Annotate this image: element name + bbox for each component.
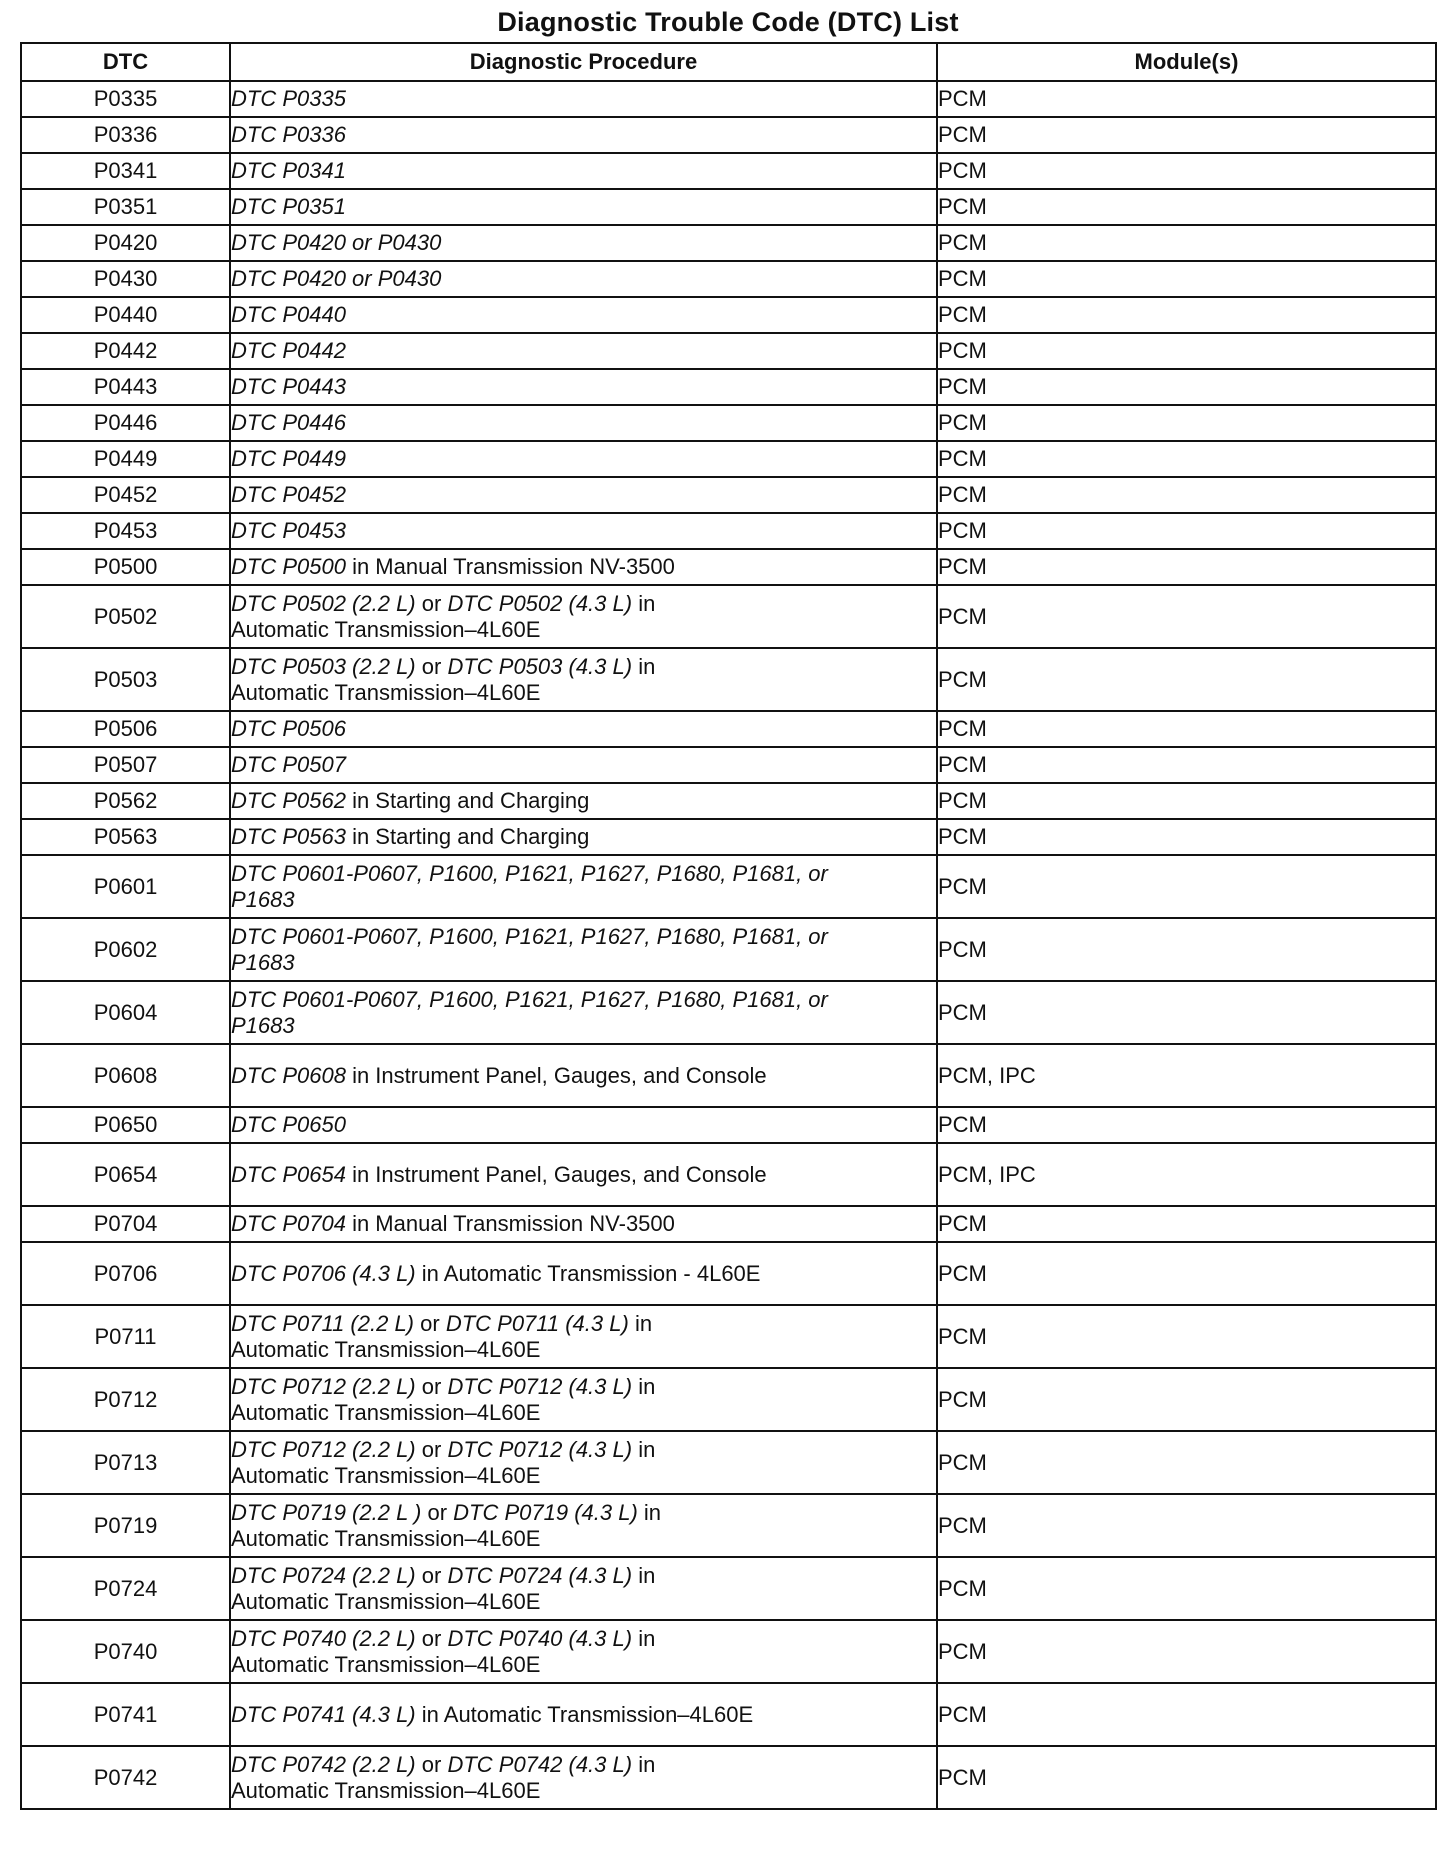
procedure-text xyxy=(231,158,346,183)
procedure-plain-text: in Automatic Transmission–4L60E xyxy=(231,1625,656,1677)
procedure-link-text: DTC P0351 xyxy=(231,194,346,219)
procedure-plain-text: in Manual Transmission NV-3500 xyxy=(345,554,675,579)
procedure-link-text: DTC P0742 (2.2 L) xyxy=(231,1751,416,1777)
procedure-text xyxy=(231,716,346,741)
dtc-code: P0706 xyxy=(21,1242,230,1305)
procedure-link-text: DTC P0742 (4.3 L) xyxy=(447,1751,633,1777)
dtc-code: P0503 xyxy=(21,648,230,711)
procedure-plain-text: or xyxy=(414,1310,446,1336)
table-row xyxy=(21,855,1436,918)
header-dtc: DTC xyxy=(21,43,230,81)
procedure-text xyxy=(231,266,441,291)
procedure-text xyxy=(231,924,828,975)
procedure-link-text: DTC P0711 (4.3 L) xyxy=(445,1310,629,1336)
procedure-text xyxy=(231,122,346,147)
diagnostic-procedure xyxy=(230,1242,937,1305)
procedure-text xyxy=(231,1112,346,1137)
module-list: PCM xyxy=(937,1683,1436,1746)
dtc-code: P0335 xyxy=(21,81,230,117)
diagnostic-procedure xyxy=(230,261,937,297)
procedure-link-text: DTC P0704 xyxy=(231,1211,346,1236)
diagnostic-procedure xyxy=(230,81,937,117)
procedure-plain-text: or xyxy=(415,1373,448,1399)
diagnostic-procedure xyxy=(230,333,937,369)
procedure-plain-text: in Automatic Transmission–4L60E xyxy=(231,1499,662,1551)
procedure-text xyxy=(231,1752,655,1803)
table-row xyxy=(21,747,1436,783)
procedure-plain-text: in Instrument Panel, Gauges, and Console xyxy=(345,1161,767,1187)
dtc-code: P0452 xyxy=(21,477,230,513)
procedure-text xyxy=(231,752,346,777)
header-modules: Module(s) xyxy=(937,43,1436,81)
module-list: PCM xyxy=(937,225,1436,261)
diagnostic-procedure xyxy=(230,648,937,711)
procedure-link-text: DTC P0601-P0607, P1600, P1621, P1627, P1680, P1681, or P1683 xyxy=(231,860,828,912)
dtc-code: P0740 xyxy=(21,1620,230,1683)
procedure-text xyxy=(231,591,655,642)
procedure-link-text: DTC P0500 xyxy=(231,554,346,579)
procedure-plain-text: in Automatic Transmission–4L60E xyxy=(231,1436,656,1488)
module-list: PCM xyxy=(937,1494,1436,1557)
procedure-text xyxy=(231,410,346,435)
procedure-text xyxy=(231,338,346,363)
dtc-code: P0712 xyxy=(21,1368,230,1431)
module-list: PCM xyxy=(937,441,1436,477)
procedure-text xyxy=(231,1563,655,1614)
module-list: PCM xyxy=(937,585,1436,648)
procedure-link-text: DTC P0712 (2.2 L) xyxy=(231,1373,416,1399)
table-row xyxy=(21,1044,1436,1107)
procedure-link-text: DTC P0440 xyxy=(231,302,346,327)
module-list: PCM xyxy=(937,549,1436,585)
diagnostic-procedure xyxy=(230,441,937,477)
procedure-text xyxy=(231,482,346,507)
procedure-link-text: DTC P0650 xyxy=(231,1112,346,1137)
module-list: PCM xyxy=(937,1620,1436,1683)
procedure-link-text: DTC P0442 xyxy=(231,338,346,363)
dtc-code: P0420 xyxy=(21,225,230,261)
procedure-link-text: DTC P0453 xyxy=(231,518,346,543)
procedure-text xyxy=(231,86,346,111)
procedure-link-text: DTC P0503 (2.2 L) xyxy=(231,653,416,679)
dtc-code: P0741 xyxy=(21,1683,230,1746)
table-row xyxy=(21,1620,1436,1683)
table-row xyxy=(21,783,1436,819)
module-list: PCM xyxy=(937,855,1436,918)
table-body xyxy=(21,81,1436,1809)
procedure-text xyxy=(231,1500,661,1551)
module-list: PCM xyxy=(937,369,1436,405)
diagnostic-procedure xyxy=(230,225,937,261)
table-row xyxy=(21,1305,1436,1368)
dtc-code: P0442 xyxy=(21,333,230,369)
dtc-code: P0351 xyxy=(21,189,230,225)
diagnostic-procedure xyxy=(230,1620,937,1683)
table-row xyxy=(21,1242,1436,1305)
dtc-code: P0742 xyxy=(21,1746,230,1809)
dtc-code: P0562 xyxy=(21,783,230,819)
procedure-link-text: DTC P0608 xyxy=(231,1062,346,1088)
module-list: PCM xyxy=(937,405,1436,441)
procedure-text xyxy=(231,554,675,579)
module-list: PCM xyxy=(937,648,1436,711)
procedure-link-text: DTC P0452 xyxy=(231,482,346,507)
procedure-text xyxy=(231,1374,655,1425)
diagnostic-procedure xyxy=(230,783,937,819)
dtc-table xyxy=(20,42,1437,1810)
procedure-text xyxy=(231,302,346,327)
module-list: PCM xyxy=(937,261,1436,297)
dtc-code: P0440 xyxy=(21,297,230,333)
table-row xyxy=(21,1557,1436,1620)
dtc-code: P0430 xyxy=(21,261,230,297)
dtc-code: P0506 xyxy=(21,711,230,747)
procedure-plain-text: or xyxy=(415,590,448,616)
dtc-code: P0704 xyxy=(21,1206,230,1242)
diagnostic-procedure xyxy=(230,189,937,225)
module-list: PCM xyxy=(937,711,1436,747)
procedure-link-text: DTC P0724 (2.2 L) xyxy=(231,1562,416,1588)
table-row xyxy=(21,1683,1436,1746)
dtc-code: P0719 xyxy=(21,1494,230,1557)
module-list: PCM xyxy=(937,1107,1436,1143)
module-list: PCM xyxy=(937,297,1436,333)
procedure-link-text: DTC P0335 xyxy=(231,86,346,111)
diagnostic-procedure xyxy=(230,819,937,855)
procedure-link-text: DTC P0719 (4.3 L) xyxy=(453,1499,638,1525)
table-row xyxy=(21,1107,1436,1143)
procedure-link-text: DTC P0719 (2.2 L ) xyxy=(231,1499,422,1525)
module-list: PCM xyxy=(937,747,1436,783)
diagnostic-procedure xyxy=(230,1431,937,1494)
procedure-link-text: DTC P0563 xyxy=(231,824,346,849)
module-list: PCM xyxy=(937,783,1436,819)
table-row xyxy=(21,441,1436,477)
diagnostic-procedure xyxy=(230,981,937,1044)
dtc-code: P0449 xyxy=(21,441,230,477)
table-row xyxy=(21,1431,1436,1494)
dtc-code: P0443 xyxy=(21,369,230,405)
diagnostic-procedure xyxy=(230,855,937,918)
procedure-link-text: DTC P0706 (4.3 L) xyxy=(231,1260,416,1286)
procedure-link-text: DTC P0503 (4.3 L) xyxy=(447,653,633,679)
table-row xyxy=(21,225,1436,261)
diagnostic-procedure xyxy=(230,918,937,981)
procedure-plain-text: in Automatic Transmission–4L60E xyxy=(231,1310,653,1362)
procedure-plain-text: or xyxy=(421,1499,454,1525)
dtc-code: P0602 xyxy=(21,918,230,981)
procedure-link-text: DTC P0740 (2.2 L) xyxy=(231,1625,416,1651)
module-list: PCM xyxy=(937,1242,1436,1305)
diagnostic-procedure xyxy=(230,1494,937,1557)
dtc-code: P0341 xyxy=(21,153,230,189)
table-row xyxy=(21,297,1436,333)
dtc-code: P0336 xyxy=(21,117,230,153)
procedure-link-text: DTC P0601-P0607, P1600, P1621, P1627, P1680, P1681, or P1683 xyxy=(231,923,828,975)
diagnostic-procedure xyxy=(230,549,937,585)
procedure-link-text: DTC P0502 (2.2 L) xyxy=(231,590,416,616)
table-row xyxy=(21,711,1436,747)
table-header xyxy=(21,43,1436,81)
procedure-link-text: DTC P0446 xyxy=(231,410,346,435)
procedure-link-text: DTC P0711 (2.2 L) xyxy=(231,1310,415,1336)
procedure-plain-text: in Automatic Transmission–4L60E xyxy=(415,1701,754,1727)
table-row xyxy=(21,369,1436,405)
procedure-text xyxy=(231,1626,655,1677)
module-list: PCM xyxy=(937,918,1436,981)
procedure-text xyxy=(231,1063,767,1088)
procedure-text xyxy=(231,1437,655,1488)
table-row xyxy=(21,333,1436,369)
diagnostic-procedure xyxy=(230,297,937,333)
diagnostic-procedure xyxy=(230,1206,937,1242)
procedure-link-text: DTC P0341 xyxy=(231,158,346,183)
procedure-text xyxy=(231,1261,760,1286)
procedure-plain-text: in Automatic Transmission–4L60E xyxy=(231,1373,656,1425)
procedure-link-text: DTC P0654 xyxy=(231,1161,346,1187)
procedure-plain-text: or xyxy=(415,1625,448,1651)
procedure-link-text: DTC P0443 xyxy=(231,374,346,399)
diagnostic-procedure xyxy=(230,513,937,549)
dtc-code: P0601 xyxy=(21,855,230,918)
diagnostic-procedure xyxy=(230,405,937,441)
diagnostic-procedure xyxy=(230,1683,937,1746)
dtc-code: P0563 xyxy=(21,819,230,855)
procedure-plain-text: in Automatic Transmission–4L60E xyxy=(231,1751,656,1803)
procedure-text xyxy=(231,1702,753,1727)
procedure-text xyxy=(231,788,589,813)
procedure-link-text: DTC P0740 (4.3 L) xyxy=(447,1625,633,1651)
module-list: PCM xyxy=(937,189,1436,225)
table-row xyxy=(21,1143,1436,1206)
procedure-plain-text: in Automatic Transmission - 4L60E xyxy=(415,1260,761,1286)
procedure-plain-text: in Starting and Charging xyxy=(345,824,590,849)
module-list: PCM xyxy=(937,153,1436,189)
table-row xyxy=(21,189,1436,225)
procedure-plain-text: in Automatic Transmission–4L60E xyxy=(231,1562,656,1614)
procedure-link-text: DTC P0449 xyxy=(231,446,346,471)
procedure-link-text: DTC P0420 or P0430 xyxy=(231,230,442,255)
procedure-link-text: DTC P0562 xyxy=(231,788,346,813)
table-row xyxy=(21,918,1436,981)
diagnostic-procedure xyxy=(230,117,937,153)
header-row xyxy=(21,43,1436,81)
table-row xyxy=(21,513,1436,549)
procedure-link-text: DTC P0336 xyxy=(231,122,346,147)
diagnostic-procedure xyxy=(230,477,937,513)
diagnostic-procedure xyxy=(230,1305,937,1368)
page-title: Diagnostic Trouble Code (DTC) List xyxy=(497,7,959,37)
table-row xyxy=(21,261,1436,297)
procedure-link-text: DTC P0420 or P0430 xyxy=(231,266,442,291)
diagnostic-procedure xyxy=(230,711,937,747)
table-row xyxy=(21,549,1436,585)
table-row xyxy=(21,648,1436,711)
diagnostic-procedure xyxy=(230,585,937,648)
procedure-plain-text: in Starting and Charging xyxy=(345,788,590,813)
procedure-text xyxy=(231,824,589,849)
table-row xyxy=(21,819,1436,855)
diagnostic-procedure xyxy=(230,1557,937,1620)
table-row xyxy=(21,477,1436,513)
module-list: PCM xyxy=(937,477,1436,513)
procedure-text xyxy=(231,654,655,705)
diagnostic-procedure xyxy=(230,153,937,189)
table-row xyxy=(21,1206,1436,1242)
dtc-code: P0507 xyxy=(21,747,230,783)
procedure-text xyxy=(231,374,346,399)
table-row xyxy=(21,585,1436,648)
procedure-text xyxy=(231,1162,767,1187)
table-row xyxy=(21,81,1436,117)
procedure-text xyxy=(231,987,828,1038)
procedure-plain-text: in Automatic Transmission–4L60E xyxy=(231,653,656,705)
dtc-code: P0654 xyxy=(21,1143,230,1206)
dtc-code: P0711 xyxy=(21,1305,230,1368)
module-list: PCM xyxy=(937,819,1436,855)
procedure-text xyxy=(231,194,346,219)
dtc-code: P0453 xyxy=(21,513,230,549)
procedure-plain-text: or xyxy=(415,653,448,679)
module-list: PCM xyxy=(937,1368,1436,1431)
diagnostic-procedure xyxy=(230,369,937,405)
diagnostic-procedure xyxy=(230,1044,937,1107)
procedure-plain-text: or xyxy=(415,1751,448,1777)
procedure-plain-text: in Manual Transmission NV-3500 xyxy=(345,1211,675,1236)
module-list: PCM xyxy=(937,81,1436,117)
header-procedure: Diagnostic Procedure xyxy=(230,43,937,81)
procedure-text xyxy=(231,518,346,543)
table-row xyxy=(21,1368,1436,1431)
dtc-code: P0500 xyxy=(21,549,230,585)
module-list: PCM, IPC xyxy=(937,1044,1436,1107)
diagnostic-procedure xyxy=(230,1368,937,1431)
procedure-link-text: DTC P0724 (4.3 L) xyxy=(447,1562,633,1588)
procedure-plain-text: or xyxy=(415,1436,448,1462)
dtc-code: P0446 xyxy=(21,405,230,441)
procedure-link-text: DTC P0502 (4.3 L) xyxy=(447,590,633,616)
module-list: PCM xyxy=(937,1431,1436,1494)
dtc-code: P0502 xyxy=(21,585,230,648)
module-list: PCM xyxy=(937,1746,1436,1809)
module-list: PCM xyxy=(937,117,1436,153)
dtc-code: P0650 xyxy=(21,1107,230,1143)
procedure-link-text: DTC P0506 xyxy=(231,716,346,741)
dtc-code: P0724 xyxy=(21,1557,230,1620)
procedure-link-text: DTC P0741 (4.3 L) xyxy=(231,1701,416,1727)
procedure-text xyxy=(231,1311,652,1362)
table-row xyxy=(21,117,1436,153)
diagnostic-procedure xyxy=(230,1746,937,1809)
procedure-plain-text: in Automatic Transmission–4L60E xyxy=(231,590,656,642)
module-list: PCM xyxy=(937,981,1436,1044)
procedure-text xyxy=(231,1211,675,1236)
dtc-code: P0604 xyxy=(21,981,230,1044)
table-row xyxy=(21,1746,1436,1809)
dtc-code: P0608 xyxy=(21,1044,230,1107)
procedure-link-text: DTC P0507 xyxy=(231,752,346,777)
module-list: PCM xyxy=(937,1305,1436,1368)
module-list: PCM xyxy=(937,1557,1436,1620)
procedure-link-text: DTC P0712 (4.3 L) xyxy=(447,1373,633,1399)
procedure-text xyxy=(231,446,346,471)
procedure-text xyxy=(231,861,828,912)
table-row xyxy=(21,1494,1436,1557)
table-row xyxy=(21,153,1436,189)
procedure-link-text: DTC P0712 (2.2 L) xyxy=(231,1436,416,1462)
module-list: PCM, IPC xyxy=(937,1143,1436,1206)
procedure-link-text: DTC P0601-P0607, P1600, P1621, P1627, P1680, P1681, or P1683 xyxy=(231,986,828,1038)
module-list: PCM xyxy=(937,513,1436,549)
dtc-code: P0713 xyxy=(21,1431,230,1494)
diagnostic-procedure xyxy=(230,1107,937,1143)
table-row xyxy=(21,405,1436,441)
procedure-plain-text: in Instrument Panel, Gauges, and Console xyxy=(345,1062,767,1088)
procedure-plain-text: or xyxy=(415,1562,448,1588)
module-list: PCM xyxy=(937,1206,1436,1242)
table-row xyxy=(21,981,1436,1044)
diagnostic-procedure xyxy=(230,1143,937,1206)
procedure-link-text: DTC P0712 (4.3 L) xyxy=(447,1436,633,1462)
diagnostic-procedure xyxy=(230,747,937,783)
procedure-text xyxy=(231,230,441,255)
module-list: PCM xyxy=(937,333,1436,369)
